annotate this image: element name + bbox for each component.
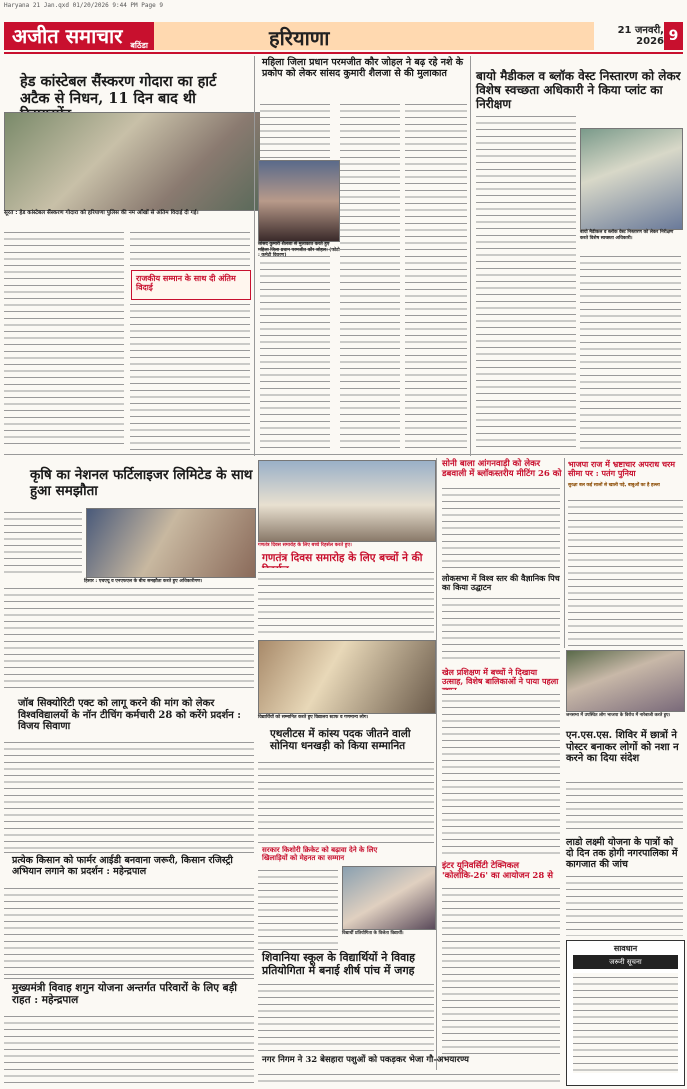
body-johal-col1 [260, 100, 330, 450]
column-divider-4 [564, 458, 565, 648]
top-rule [4, 52, 683, 54]
body-bjp [568, 496, 683, 646]
issue-date: 21 जनवरी, 2026 [617, 25, 664, 47]
brand-name: अजीत समाचार [12, 24, 123, 48]
ad-heading: जरूरी सूचना [573, 955, 678, 969]
award-photo [258, 640, 436, 714]
body-rehearsal [258, 568, 434, 636]
caption-award: विद्यार्थियों को सम्मानित करते हुए विद्यालय स्टाफ व गणमान्य लोग। [258, 715, 369, 720]
ad-body [573, 973, 678, 1073]
divider-left-lower [4, 852, 254, 853]
headline-pitch: लोकसभा में विश्व स्तर की वैज्ञानिक पिच का किया उद्घाटन [442, 573, 560, 593]
column-divider [254, 56, 255, 456]
subhead-bjp: सुरक्षा बल कई सालों से खाली पड़े, बाबुओं का है हल्ला [568, 483, 660, 488]
headline-athlete: एथलीटस में कांस्य पदक जीतने वाली सोनिया धनखड़ी को किया सम्मानित [270, 728, 411, 753]
section-bar [154, 22, 594, 50]
divider-left-bottom [4, 978, 254, 979]
caption-fertilizer: हिसार : एचएयू व एनएफएल के बीच समझौता करते हुए अधिकारीगण। [84, 579, 203, 584]
inspection-photo [580, 128, 683, 230]
advertisement [566, 940, 685, 1086]
sidebar-box [131, 270, 251, 300]
headline-nss: एन.एस.एस. शिविर में छात्रों ने पोस्टर बनाकर लोगों को नशा न करने का दिया संदेश [566, 730, 679, 764]
body-fertilizer-col2 [4, 584, 254, 692]
caption-students: विद्यार्थी प्रतियोगिता के विजेता विद्यार्थी। [342, 931, 404, 936]
caption-rally: जनसभा में उपस्थित लोग भाजपा के विरोध में नारेबाजी करते हुए। [566, 713, 671, 718]
masthead [4, 22, 683, 50]
body-shagun [4, 1012, 254, 1084]
headline-shagun: मुख्यमंत्री विवाह शगुन योजना अन्तर्गत परिवारों के लिए बड़ी राहत : महेन्द्रपाल [12, 982, 237, 1007]
body-school [258, 980, 434, 1054]
brand-logo [4, 22, 154, 50]
body-fertilizer-col1 [4, 508, 82, 578]
page-number: 9 [664, 22, 683, 50]
body-johal-col3 [405, 100, 467, 450]
headline-biomedical: बायो मैडीकल व ब्लॉक वेस्ट निस्तारण को लेकर विशेष स्वच्छता अधिकारी ने किया प्लांट का निरीक्षण [476, 69, 681, 111]
column-divider-3 [436, 458, 437, 1078]
print-meta: Haryana 21 Jan.qxd 01/20/2026 9:44 PM Page 9 [4, 2, 163, 9]
headline-constable: हेड कांस्टेबल सैंस्करण गोदारा का हार्ट अटैक से निधन, 11 दिन बाद थी [20, 73, 217, 107]
headline-johal: महिला जिला प्रधान परमजीत कौर जोहल ने बढ़ रहे नशे के प्रकोप को लेकर सांसद कुमारी शैलजा से की मुलाकात [262, 57, 464, 79]
caption-constable: सूरत : हेड कांस्टेबल सैंस्करण गोदारा को हरियाणा पुलिस की नम आँखों से अंतिम विदाई दी गई। [4, 210, 199, 216]
headline-lado: लाडो लक्ष्मी योजना के पात्रों को दो दिन तक होगी नगरपालिका में कागजात की जांच [566, 837, 678, 870]
headline-job-security: जॉब सिक्योरिटी एक्ट को लागू करने की मांग को लेकर विश्वविद्यालयों के नॉन टीचिंग कर्मचारी 28 को करेंगे प्रदर्शन : विजय सिवाणा [18, 698, 241, 732]
headline-anganwadi: सोनी बाला आंगनवाड़ी को लेकर डबवाली में ब्लॉकस्तरीय मीटिंग 26 को [442, 459, 562, 479]
caption-biomedical: बायो मैडीकल व ब्लॉक वेस्ट निस्तारण को लेकर निरीक्षण करते विशेष स्वच्छता अधिकारी। [580, 230, 674, 241]
body-farmer-id [4, 884, 254, 976]
body-anganwadi [442, 484, 560, 570]
body-pitch [442, 594, 560, 664]
body-biomedical-col2 [580, 252, 681, 452]
body-constable-col3 [130, 300, 250, 450]
column-divider-2 [470, 56, 471, 456]
headline-cattle: नगर निगम ने 32 बेसहारा पशुओं को पकड़कर भेजा गौ-अभयारण्य [262, 1055, 469, 1065]
rehearsal-photo [258, 460, 436, 542]
body-lado [566, 872, 683, 936]
headline-farmer-id: प्रत्येक किसान को फार्मर आईडी बनवाना जरूरी, किसान रजिस्ट्री अभियान लगाने का प्रदर्शन : महेन्द्रपाल [12, 855, 233, 877]
body-cricket [258, 866, 338, 952]
body-sports [442, 690, 560, 858]
ad-title: सावधान [613, 944, 638, 953]
section-divider [4, 454, 683, 455]
body-nss [566, 778, 683, 834]
body-johal-col2 [340, 100, 400, 450]
funeral-photo [4, 112, 261, 211]
headline-school: शिवानिया स्कूल के विद्यार्थियों ने विवाह प्रतियोगिता में बनाई शीर्ष पांच में जगह [262, 951, 415, 977]
mp-meeting-photo [258, 160, 340, 242]
body-technical [442, 884, 560, 1054]
headline-cricket: सरकार किशोरी क्रिकेट को बढ़ावा देने के लिए खिलाड़ियों को मेहनत का सम्मान [262, 845, 378, 863]
headline-fertilizer: कृषि का नेशनल फर्टिलाइजर लिमिटेड के साथ हुआ समझौता [30, 467, 253, 499]
body-biomedical-col1 [476, 112, 576, 452]
body-job-security [4, 738, 254, 850]
edition-name: बठिंडा [130, 40, 148, 50]
students-photo [342, 866, 436, 930]
headline-sports: खेल प्रशिक्षण में बच्चों ने दिखाया उत्साह, विशेष बालिकाओं ने पाया पहला [442, 667, 559, 687]
body-constable-col2 [130, 228, 250, 268]
body-cattle [258, 1070, 560, 1084]
headline-bjp: भाजपा राज में भ्रष्टाचार अपराध चरम सीमा पर : पतंग पुनिया [568, 459, 676, 479]
rally-photo [566, 650, 685, 712]
section-title: हरियाणा [269, 26, 330, 50]
caption-johal: सांसद कुमारी शैलजा से मुलाकात करते हुए महिला जिला प्रधान परमजीत कौर जोहल। (फोटो : कमेटी विवरण) [258, 242, 340, 259]
body-constable-col1 [4, 228, 124, 450]
caption-rehearsal: गणतंत्र दिवस समारोह के लिए बच्चे रिहर्सल करते हुए। [258, 543, 352, 548]
headline-technical: इंटर यूनिवर्सिटी टेक्निकल 'कोलोकि-26' का आयोजन 28 से [442, 861, 553, 881]
body-athlete [258, 758, 434, 840]
divider-center [258, 842, 434, 843]
mou-photo [86, 508, 256, 578]
headline-rehearsal: गणतंत्र दिवस समारोह के लिए बच्चों ने की [262, 552, 423, 564]
sidebar-box-title: राजकीय सम्मान के साथ दी अंतिम विदाई [136, 273, 236, 293]
